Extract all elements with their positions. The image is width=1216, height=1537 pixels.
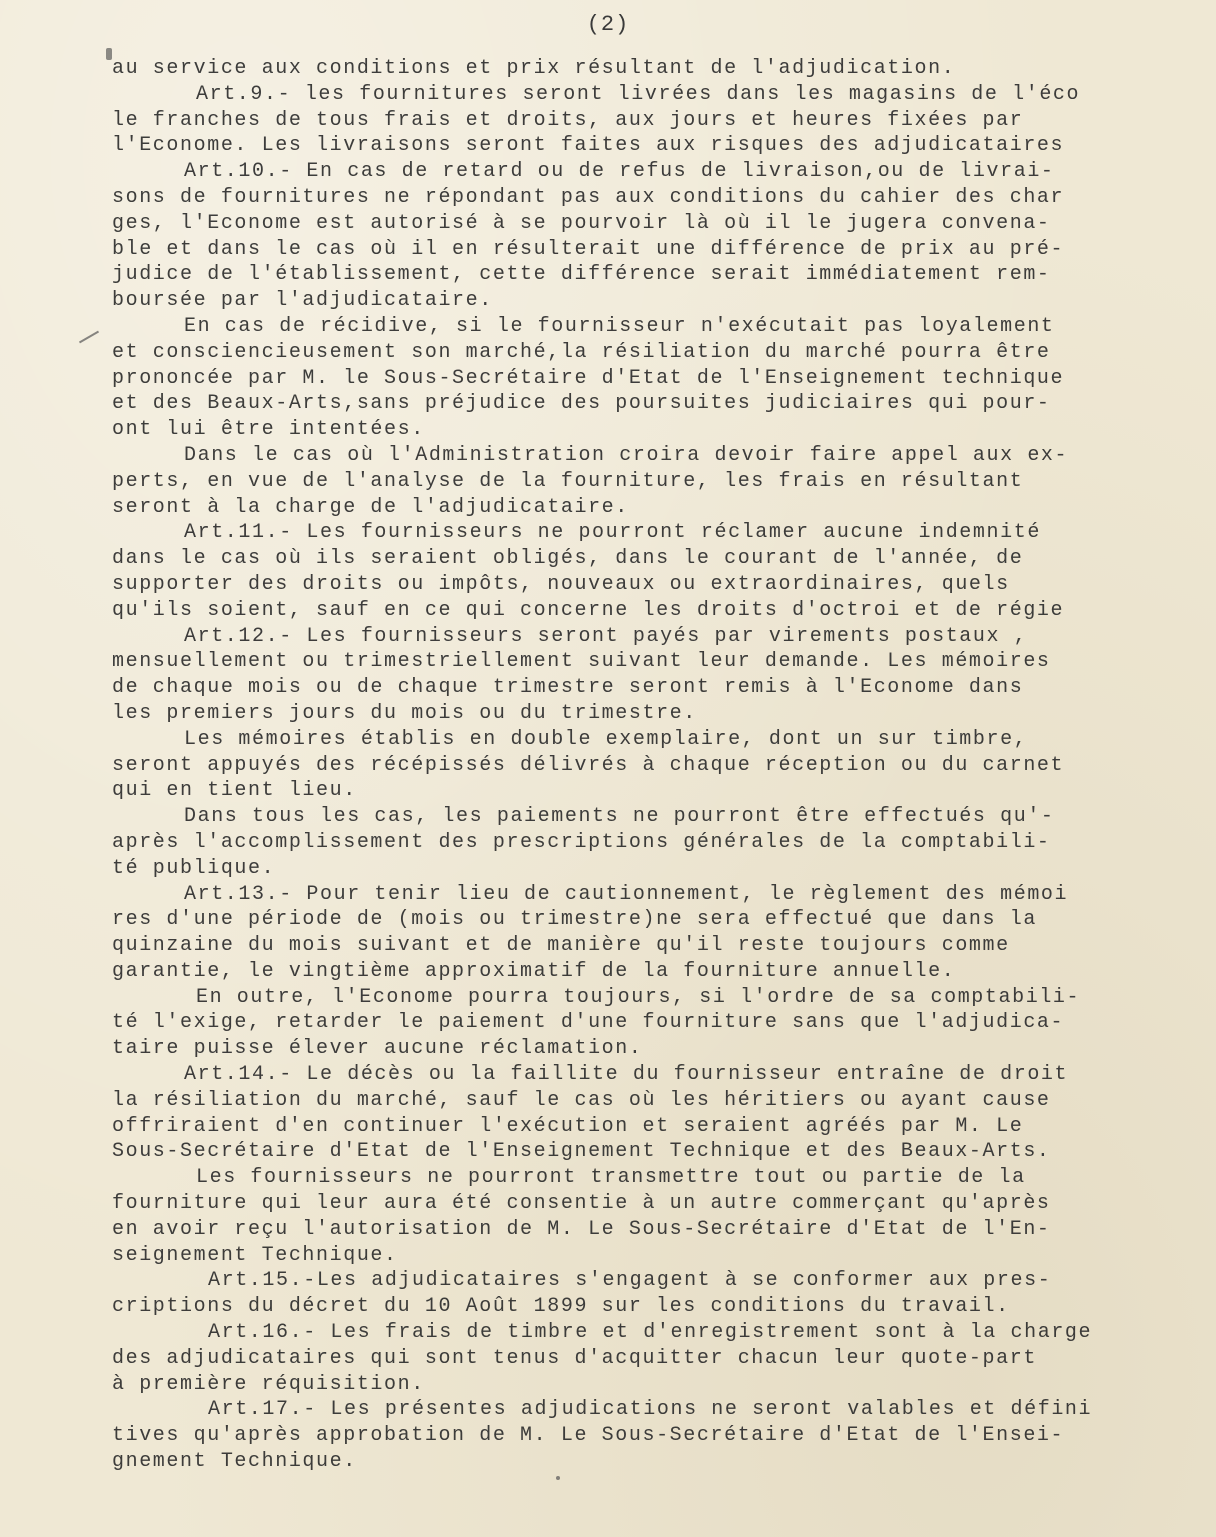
text-line: au service aux conditions et prix résultant de l'adjudication. <box>112 57 956 80</box>
text-line: et consciencieusement son marché,la résiliation du marché pourra être <box>112 340 1051 364</box>
text-line: qui en tient lieu. <box>112 779 357 803</box>
page-number: (2) <box>586 12 630 37</box>
text-line: Art.9.- les fournitures seront livrées dans les magasins de l'éco <box>196 82 1081 106</box>
text-line: et des Beaux-Arts,sans préjudice des poursuites judiciaires qui pour- <box>112 392 1051 416</box>
text-line: judice de l'établissement, cette différence serait immédiatement rem- <box>112 263 1051 287</box>
text-line: criptions du décret du 10 Août 1899 sur les conditions du travail. <box>112 1295 1010 1319</box>
text-line: Art.10.- En cas de retard ou de refus de livraison,ou de livrai- <box>184 160 1055 184</box>
text-line: qu'ils soient, sauf en ce qui concerne les droits d'octroi et de régie <box>112 598 1065 622</box>
text-line: la résiliation du marché, sauf le cas où les héritiers ou ayant cause <box>112 1088 1051 1112</box>
text-line: dans le cas où ils seraient obligés, dans le courant de l'année, de <box>112 547 1024 571</box>
text-line: supporter des droits ou impôts, nouveaux ou extraordinaires, quels <box>112 572 1010 596</box>
text-line: boursée par l'adjudicataire. <box>112 289 493 313</box>
text-line: seignement Technique. <box>112 1243 398 1267</box>
text-line: Les fournisseurs ne pourront transmettre tout ou partie de la <box>196 1166 1026 1190</box>
text-line: des adjudicataires qui sont tenus d'acquitter chacun leur quote-part <box>112 1346 1037 1370</box>
text-line: En cas de récidive, si le fournisseur n'exécutait pas loyalement <box>184 314 1055 338</box>
text-line: sons de fournitures ne répondant pas aux conditions du cahier des char <box>112 185 1065 209</box>
text-line: ble et dans le cas où il en résulterait une différence de prix au pré- <box>112 237 1065 261</box>
text-line: Dans tous les cas, les paiements ne pourront être effectués qu'- <box>184 805 1055 829</box>
text-line: quinzaine du mois suivant et de manière qu'il reste toujours comme <box>112 934 1010 958</box>
ink-speck <box>556 1476 560 1480</box>
text-line: gnement Technique. <box>112 1450 357 1474</box>
text-line: té publique. <box>112 856 276 880</box>
text-line: seront appuyés des récépissés délivrés à chaque réception ou du carnet <box>112 753 1065 777</box>
text-line: offriraient d'en continuer l'exécution et seraient agréés par M. Le <box>112 1114 1024 1138</box>
text-line: Dans le cas où l'Administration croira devoir faire appel aux ex- <box>184 443 1069 467</box>
text-line: les premiers jours du mois ou du trimestre. <box>112 701 697 725</box>
text-line: Art.11.- Les fournisseurs ne pourront réclamer aucune indemnité <box>184 521 1041 545</box>
text-line: res d'une période de (mois ou trimestre)ne sera effectué que dans la <box>112 908 1037 932</box>
text-line: Sous-Secrétaire d'Etat de l'Enseignement Technique et des Beaux-Arts. <box>112 1140 1051 1164</box>
text-line: garantie, le vingtième approximatif de la fourniture annuelle. <box>112 959 956 983</box>
text-line: mensuellement ou trimestriellement suivant leur demande. Les mémoires <box>112 650 1051 674</box>
text-line: ges, l'Econome est autorisé à se pourvoir là où il le jugera convena- <box>112 211 1051 235</box>
text-line: Art.15.-Les adjudicataires s'engagent à se conformer aux pres- <box>208 1269 1052 1293</box>
text-line: tives qu'après approbation de M. Le Sous-Secrétaire d'Etat de l'Ensei- <box>112 1424 1065 1448</box>
text-line: perts, en vue de l'analyse de la fourniture, les frais en résultant <box>112 469 1024 493</box>
text-line: l'Econome. Les livraisons seront faites aux risques des adjudicataires <box>112 134 1065 158</box>
text-line: Art.12.- Les fournisseurs seront payés par virements postaux , <box>184 624 1028 648</box>
text-line: Art.14.- Le décès ou la faillite du fournisseur entraîne de droit <box>184 1063 1069 1087</box>
text-line: le franches de tous frais et droits, aux jours et heures fixées par <box>112 108 1024 132</box>
text-line: taire puisse élever aucune réclamation. <box>112 1037 643 1061</box>
text-line: prononcée par M. le Sous-Secrétaire d'Etat de l'Enseignement technique <box>112 366 1065 390</box>
text-line: En outre, l'Econome pourra toujours, si l'ordre de sa comptabili- <box>196 985 1081 1009</box>
text-line: Art.17.- Les présentes adjudications ne seront valables et défini <box>208 1398 1093 1422</box>
text-line: à première réquisition. <box>112 1372 425 1396</box>
text-line: seront à la charge de l'adjudicataire. <box>112 495 629 519</box>
text-line: Les mémoires établis en double exemplaire, dont un sur timbre, <box>184 727 1028 751</box>
text-line: en avoir reçu l'autorisation de M. Le Sous-Secrétaire d'Etat de l'En- <box>112 1217 1051 1241</box>
typed-text-body <box>112 56 1192 1475</box>
text-line: ont lui être intentées. <box>112 418 425 442</box>
text-line: après l'accomplissement des prescriptions générales de la comptabili- <box>112 830 1051 854</box>
text-line: té l'exige, retarder le paiement d'une fourniture sans que l'adjudica- <box>112 1011 1065 1035</box>
margin-pencil-mark <box>79 331 99 344</box>
text-line: fourniture qui leur aura été consentie à un autre commerçant qu'après <box>112 1192 1051 1216</box>
text-line: de chaque mois ou de chaque trimestre seront remis à l'Econome dans <box>112 676 1024 700</box>
text-line: Art.13.- Pour tenir lieu de cautionnement, le règlement des mémoi <box>184 882 1069 906</box>
text-line: Art.16.- Les frais de timbre et d'enregistrement sont à la charge <box>208 1321 1093 1345</box>
